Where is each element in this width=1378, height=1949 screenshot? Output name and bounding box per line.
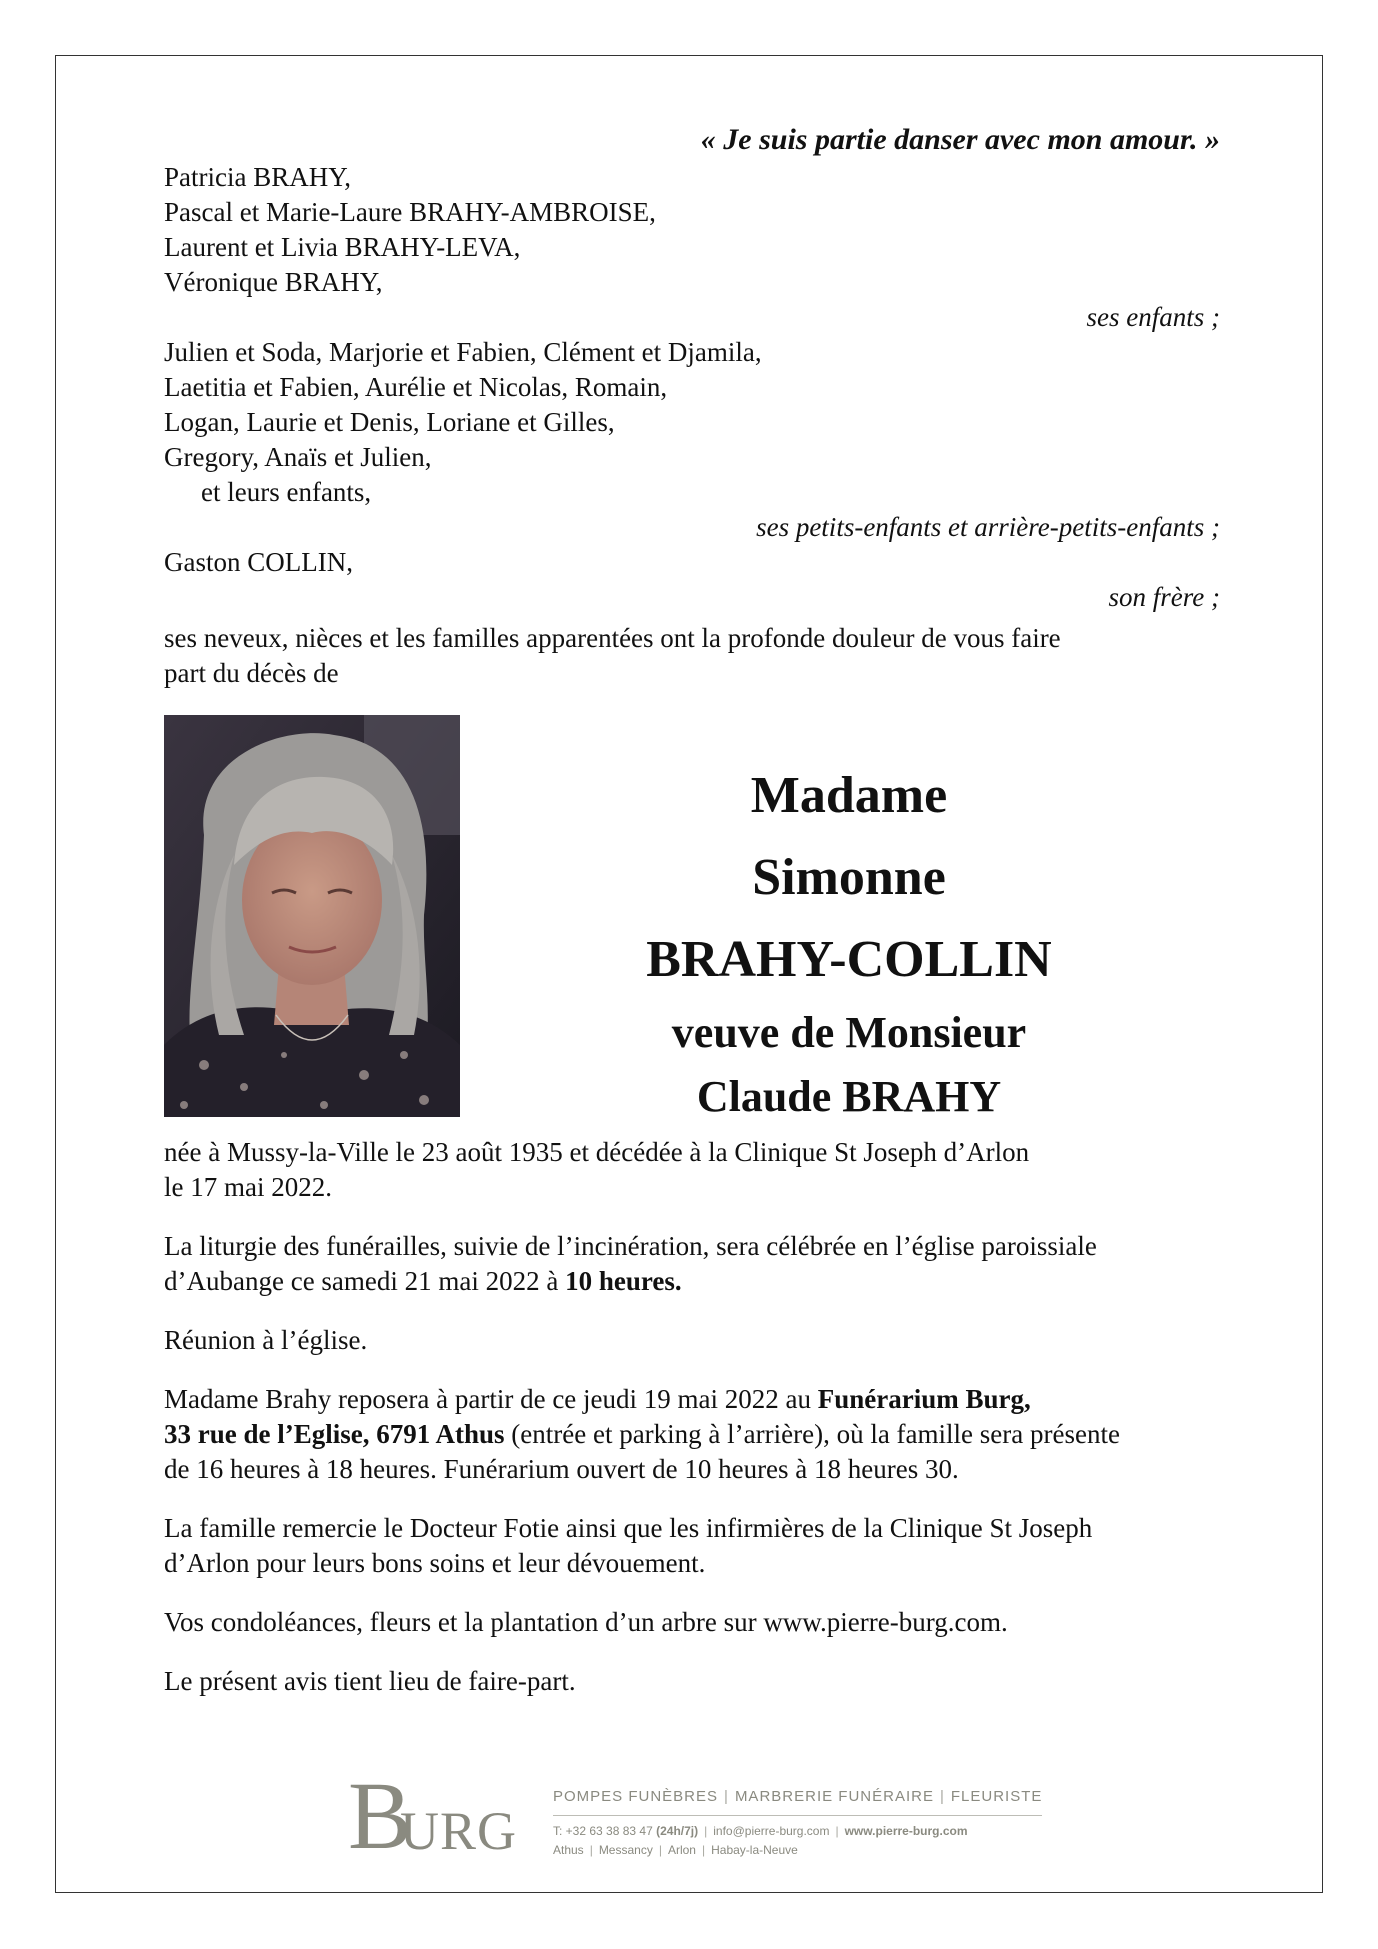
spouse-name: Claude BRAHY: [696, 1072, 1002, 1121]
condolences-line: Vos condoléances, fleurs et la plantation d’un arbre sur www.pierre-burg.com.: [164, 1607, 1008, 1637]
announcement-line: ses neveux, nièces et les familles apparentées ont la profonde douleur de vous faire: [164, 623, 1061, 653]
logo-letter-b: B: [348, 1762, 413, 1869]
brother-role: son frère ;: [1108, 582, 1220, 612]
portrait-illustration: [164, 715, 460, 1117]
footer-info: [553, 1788, 1042, 1857]
meeting-line: Réunion à l’église.: [164, 1325, 368, 1355]
meeting-paragraph: [164, 1323, 1220, 1358]
service-item: MARBRERIE FUNÉRAIRE: [734, 1788, 934, 1805]
obituary-content: [164, 120, 1220, 1723]
rest-date: Madame Brahy reposera à partir de ce jeudi 19 mai 2022 au: [164, 1384, 818, 1414]
service-item: POMPES FUNÈBRES: [553, 1788, 719, 1805]
email-link[interactable]: info@pierre-burg.com: [713, 1824, 830, 1838]
grandchildren-role: ses petits-enfants et arrière-petits-enfants ;: [756, 512, 1220, 542]
child-name: Laurent et Livia BRAHY-LEVA,: [164, 232, 521, 262]
grandchildren-section: [164, 335, 1220, 545]
separator: |: [701, 1843, 706, 1857]
rest-paragraph: [164, 1382, 1220, 1487]
grandchildren-line: Logan, Laurie et Denis, Loriane et Gilles,: [164, 407, 615, 437]
contact-line: [553, 1824, 1042, 1838]
location-item: Arlon: [667, 1843, 696, 1857]
separator: |: [658, 1843, 662, 1857]
location-item: Habay-la-Neuve: [711, 1843, 798, 1857]
thanks-line: d’Arlon pour leurs bons soins et leur dévouement.: [164, 1548, 706, 1578]
widow-line: veuve de Monsieur: [671, 1008, 1027, 1057]
separator: |: [939, 1788, 945, 1805]
liturgy-paragraph: [164, 1229, 1220, 1299]
location-item: Messancy: [598, 1843, 653, 1857]
great-grandchildren-line: et leurs enfants,: [201, 477, 372, 507]
children-section: [164, 160, 1220, 335]
epigraph: « Je suis partie danser avec mon amour. »: [700, 123, 1220, 156]
location-item: Athus: [553, 1843, 584, 1857]
birth-death-line: le 17 mai 2022.: [164, 1172, 332, 1202]
deceased-first-name: Simonne: [752, 849, 946, 906]
deceased-last-name: BRAHY-COLLIN: [646, 931, 1052, 988]
phone-number: T: +32 63 38 83 47: [553, 1824, 657, 1838]
phone-hours: (24h/7j): [656, 1824, 699, 1838]
thanks-line: La famille remercie le Docteur Fotie ainsi que les infirmières de la Clinique St Joseph: [164, 1513, 1093, 1543]
thanks-paragraph: [164, 1511, 1220, 1581]
rest-details: (entrée et parking à l’arrière), où la famille sera présente: [504, 1419, 1120, 1449]
burg-logo: [348, 1762, 518, 1869]
website-link[interactable]: www.pierre-burg.com: [844, 1824, 968, 1838]
birth-death-line: née à Mussy-la-Ville le 23 août 1935 et décédée à la Clinique St Joseph d’Arlon: [164, 1137, 1030, 1167]
rest-line: [164, 1382, 1220, 1417]
rest-line: [164, 1417, 1220, 1452]
deceased-name-block: [539, 755, 1159, 1129]
liturgy-line: La liturgie des funérailles, suivie de l’incinération, sera célébrée en l’église paroissiale: [164, 1231, 1097, 1261]
services-line: [553, 1788, 1042, 1816]
grandchildren-line: Laetitia et Fabien, Aurélie et Nicolas, Romain,: [164, 372, 668, 402]
deceased-block: [164, 715, 1220, 1135]
brother-section: [164, 545, 1220, 615]
child-name: Pascal et Marie-Laure BRAHY-AMBROISE,: [164, 197, 656, 227]
footer: [0, 1762, 1378, 1870]
grandchildren-line: Gregory, Anaïs et Julien,: [164, 442, 432, 472]
children-role: ses enfants ;: [1086, 302, 1220, 332]
child-name: Véronique BRAHY,: [164, 267, 383, 297]
separator: |: [704, 1824, 708, 1838]
brother-name: Gaston COLLIN,: [164, 547, 353, 577]
child-name: Patricia BRAHY,: [164, 162, 351, 192]
liturgy-time: 10 heures.: [565, 1266, 682, 1296]
funerarium-address: 33 rue de l’Eglise, 6791 Athus: [164, 1419, 505, 1449]
separator: |: [724, 1788, 729, 1805]
liturgy-line: [164, 1264, 1220, 1299]
logo-letters-urg: URG: [400, 1801, 518, 1861]
rest-line: de 16 heures à 18 heures. Funérarium ouvert de 10 heures à 18 heures 30.: [164, 1454, 959, 1484]
birth-death-paragraph: [164, 1135, 1220, 1205]
separator: |: [589, 1843, 593, 1857]
notice-paragraph: [164, 1664, 1220, 1699]
deceased-photo: [164, 715, 460, 1117]
condolences-paragraph: [164, 1605, 1220, 1640]
notice-line: Le présent avis tient lieu de faire-part.: [164, 1666, 576, 1696]
locations-line: [553, 1843, 1042, 1857]
grandchildren-line: Julien et Soda, Marjorie et Fabien, Clément et Djamila,: [164, 337, 762, 367]
deceased-title: Madame: [750, 767, 948, 824]
service-item: FLEURISTE: [950, 1788, 1043, 1805]
announcement: [164, 621, 1220, 691]
liturgy-date: d’Aubange ce samedi 21 mai 2022 à: [164, 1266, 566, 1296]
separator: |: [835, 1824, 839, 1838]
announcement-line: part du décès de: [164, 658, 339, 688]
funerarium-name: Funérarium Burg,: [817, 1384, 1031, 1414]
